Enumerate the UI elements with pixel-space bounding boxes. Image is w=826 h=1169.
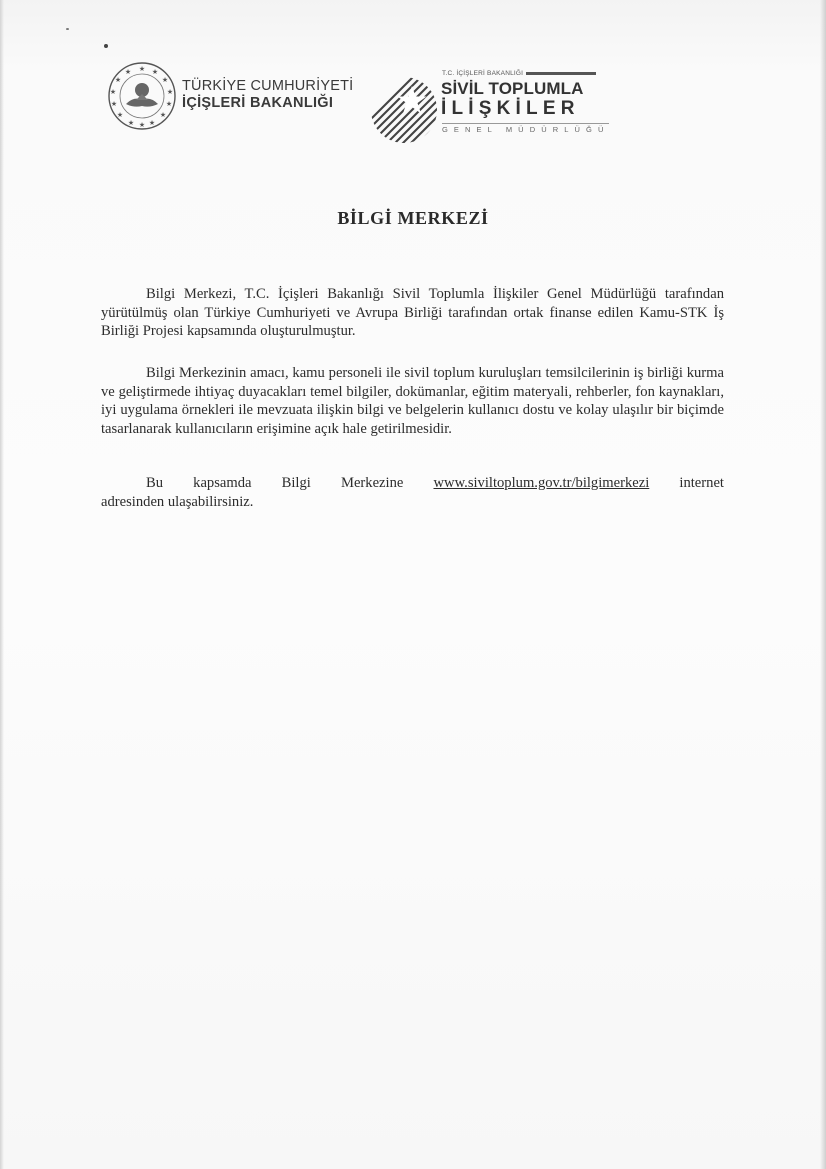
- paragraph-1: [101, 285, 724, 341]
- svg-text:★: ★: [124, 68, 132, 76]
- paragraph-2-text: Bilgi Merkezinin amacı, kamu personeli ile sivil toplum kuruluşları temsilcilerinin iş birliği kurma ve geliştirmede ihtiyaç duyacakları temel bilgiler, dokümanlar, eğitim materyali, rehberler, fon kaynakları, iyi uygulama örnekleri ile mevzuata ilişkin bilgi ve belgelerin kullanıcı dostu ve kolay ulaşılır bir biçimde tasarlanarak kullanıcıların erişimine açık hale getirilmesidir.: [101, 365, 724, 438]
- svg-text:★: ★: [148, 119, 156, 127]
- stgm-line2: İLİŞKİLER: [441, 98, 580, 119]
- ministry-name-line2: İÇİŞLERİ BAKANLIĞI: [182, 95, 334, 111]
- stgm-top-text: T.C. İÇİŞLERİ BAKANLIĞI: [442, 70, 524, 77]
- svg-text:★: ★: [109, 88, 117, 96]
- svg-text:★: ★: [138, 121, 146, 129]
- svg-text:★: ★: [116, 111, 124, 119]
- paragraph-3-line2: adresinden ulaşabilirsiniz.: [101, 493, 254, 510]
- ministry-name-line1: TÜRKİYE CUMHURİYETİ: [182, 78, 354, 94]
- bilgi-merkezi-link[interactable]: www.siviltoplum.gov.tr/bilgimerkezi: [433, 475, 650, 491]
- scan-speck: [66, 28, 69, 30]
- stgm-logo: [368, 66, 608, 156]
- scan-edge-left: [0, 0, 4, 1169]
- word: Bilgi: [281, 475, 311, 491]
- svg-text:★: ★: [151, 68, 159, 76]
- word: Merkezine: [340, 475, 404, 491]
- svg-text:★: ★: [114, 76, 122, 84]
- paragraph-3-line1: [101, 474, 724, 493]
- svg-text:★: ★: [127, 119, 135, 127]
- paragraph-3: [101, 474, 724, 511]
- ministry-seal-icon: [106, 60, 178, 132]
- svg-text:★: ★: [110, 100, 118, 108]
- scan-edge-right: [820, 0, 826, 1169]
- svg-text:★: ★: [161, 76, 169, 84]
- svg-text:★: ★: [165, 100, 173, 108]
- star-globe-icon: [368, 72, 440, 148]
- page-title: BİLGİ MERKEZİ: [337, 208, 489, 228]
- stgm-top-bar: [526, 72, 596, 75]
- word: Bu: [146, 475, 164, 491]
- word: kapsamda: [193, 475, 252, 491]
- stgm-top-label: [442, 70, 596, 77]
- ministry-logo: [106, 60, 366, 138]
- scan-speck: [104, 44, 108, 48]
- ministry-name: [182, 78, 353, 112]
- svg-text:★: ★: [159, 111, 167, 119]
- paragraph-1-text: Bilgi Merkezi, T.C. İçişleri Bakanlığı Sivil Toplumla İlişkiler Genel Müdürlüğü tarafından yürütülmüş olan Türkiye Cumhuriyeti ve Avrupa Birliği tarafından ortak finanse edilen Kamu-STK İş Birliği Projesi kapsamında oluşturulmuştur.: [101, 286, 724, 340]
- word: internet: [679, 475, 724, 491]
- svg-text:★: ★: [166, 88, 174, 96]
- paragraph-2: [101, 364, 724, 439]
- stgm-line3: GENEL MÜDÜRLÜĞÜ: [442, 125, 610, 134]
- svg-text:★: ★: [138, 65, 146, 73]
- stgm-line1: SİVİL TOPLUMLA: [441, 79, 584, 98]
